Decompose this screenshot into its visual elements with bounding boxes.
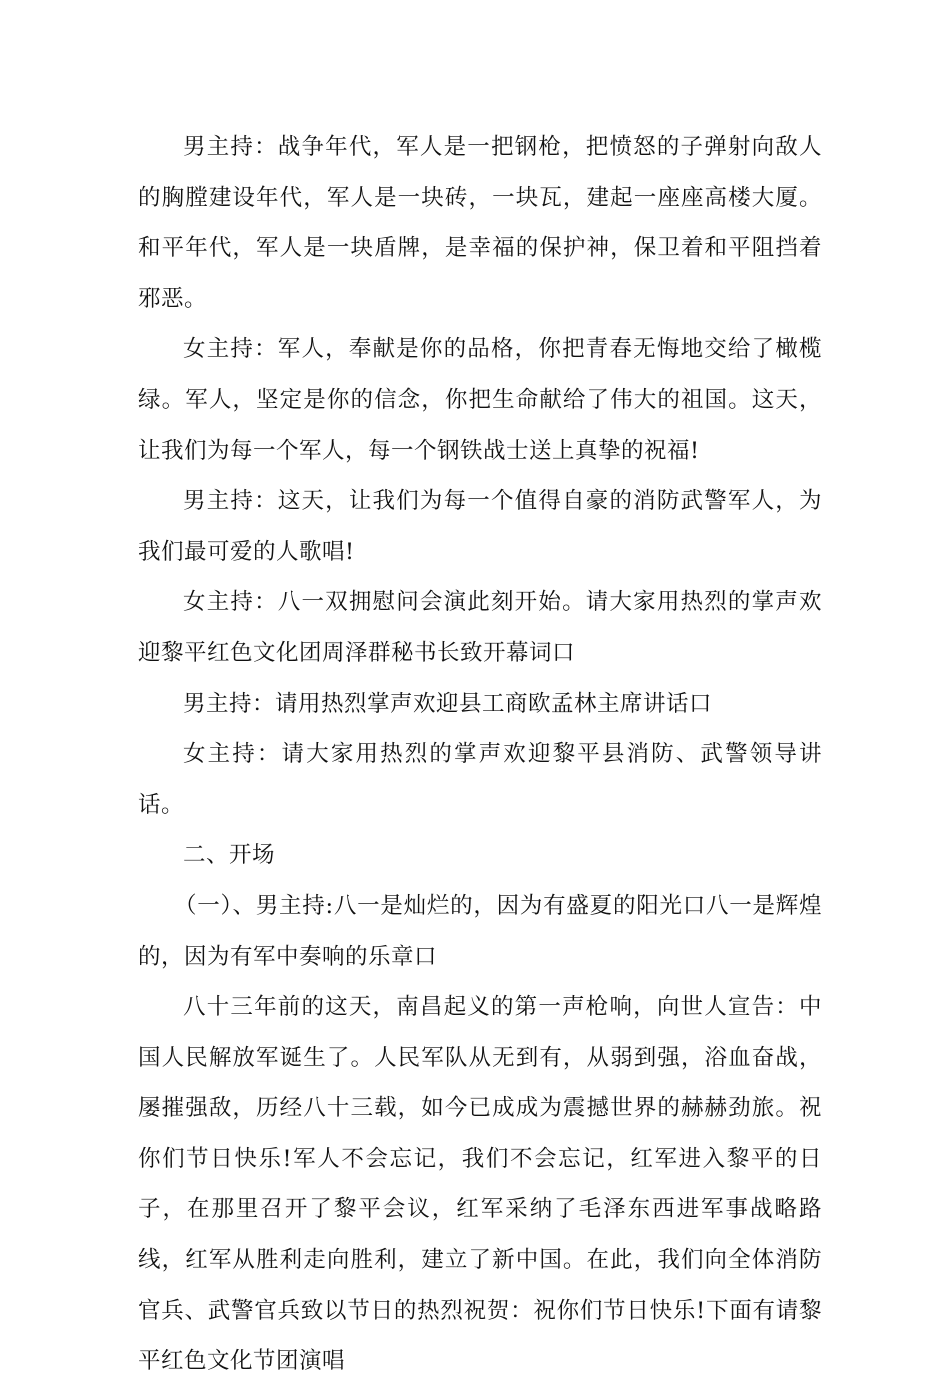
section-heading-opening: 二、开场 [183, 842, 276, 869]
paragraph-male-host-2: 男主持：这天，让我们为每一个值得自豪的消防武警军人，为我们最可爱的人歌唱! [138, 488, 822, 565]
paragraph-male-host-3: 男主持：请用热烈掌声欢迎县工商欧孟林主席讲话口 [183, 690, 713, 717]
paragraph-anniversary-speech: 八十三年前的这天，南昌起义的第一声枪响，向世人宣告：中国人民解放军诞生了。人民军队从无到有，从弱到强，浴血奋战，屡摧强敌，历经八十三载，如今已成成为震撼世界的赫赫劲旅。祝你们节日快乐!军人不会忘记，我们不会忘记，红军进入黎平的日子，在那里召开了黎平会议，红军采纳了毛泽东西进军事战略路线，红军从胜利走向胜利，建立了新中国。在此，我们向全体消防官兵、武警官兵致以节日的热烈祝贺：祝你们节日快乐!下面有请黎平红色文化节团演唱 [138, 994, 822, 1375]
paragraph-opening-male-host: （一）、男主持:八一是灿烂的，因为有盛夏的阳光口八一是辉煌的，因为有军中奏响的乐章口 [138, 892, 822, 970]
paragraph-male-host-1: 男主持：战争年代，军人是一把钢枪，把愤怒的子弹射向敌人的胸膛建设年代，军人是一块砖，一块瓦，建起一座座高楼大厦。和平年代，军人是一块盾牌，是幸福的保护神，保卫着和平阻挡着邪恶。 [138, 134, 822, 312]
paragraph-female-host-3: 女主持：请大家用热烈的掌声欢迎黎平县消防、武警领导讲话。 [138, 741, 822, 818]
paragraph-female-host-2: 女主持：八一双拥慰问会演此刻开始。请大家用热烈的掌声欢迎黎平红色文化团周泽群秘书长致开幕词口 [138, 589, 822, 666]
document-body [138, 122, 822, 1387]
paragraph-female-host-1: 女主持：军人，奉献是你的品格，你把青春无悔地交给了橄榄绿。军人，坚定是你的信念，你把生命献给了伟大的祖国。这天，让我们为每一个军人，每一个钢铁战士送上真挚的祝福! [138, 336, 822, 464]
